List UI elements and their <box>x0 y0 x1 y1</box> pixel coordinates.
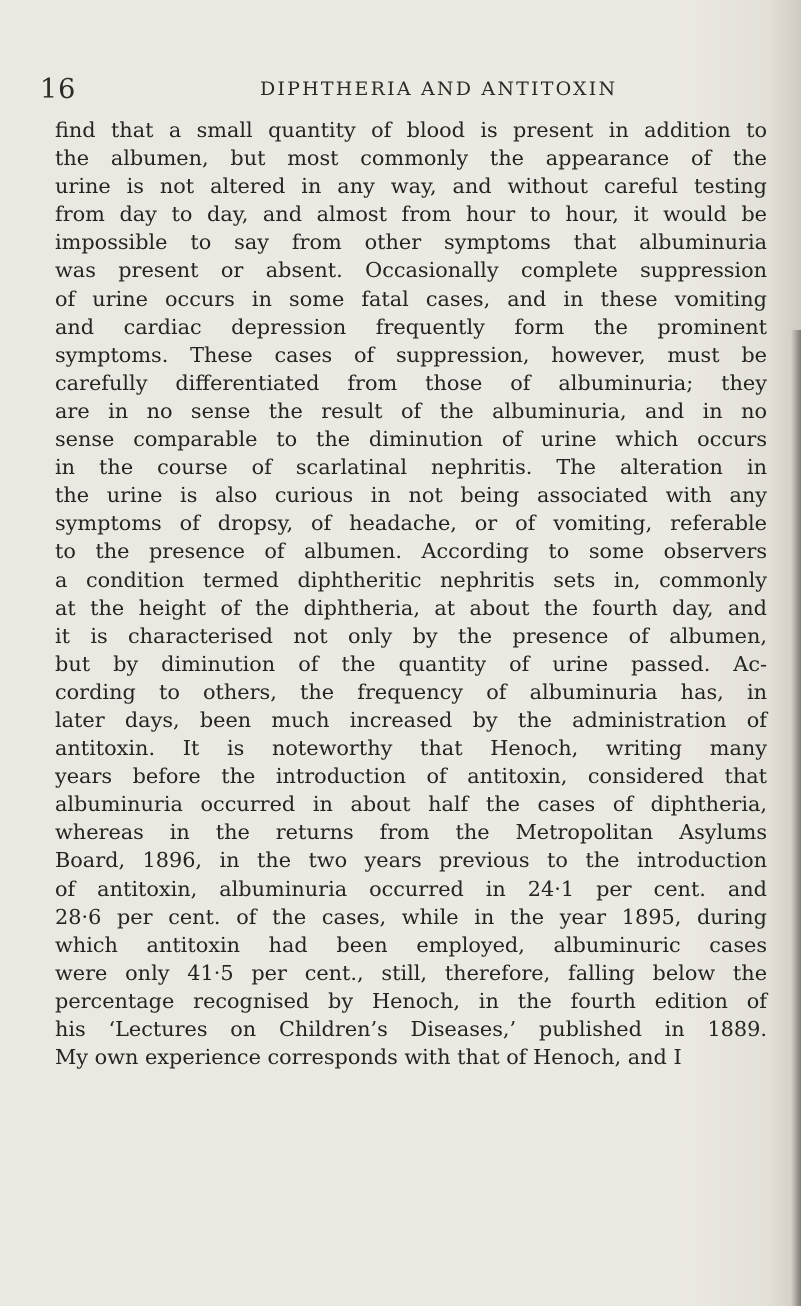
text-line: at the height of the diphtheria, at about the fourth day, and <box>55 595 767 620</box>
text-line: the albumen, but most commonly the appearance of the <box>55 146 767 171</box>
page-header <box>0 74 801 114</box>
running-head: DIPHTHERIA AND ANTITOXIN <box>260 78 618 100</box>
page-edge-shadow <box>791 330 801 1306</box>
text-line: percentage recognised by Henoch, in the fourth edition of <box>55 988 767 1013</box>
text-line: from day to day, and almost from hour to hour, it would be <box>55 202 767 227</box>
text-line: of antitoxin, albuminuria occurred in 24·1 per cent. and <box>55 876 767 901</box>
text-line: years before the introduction of antitoxin, considered that <box>55 764 767 789</box>
text-line: was present or absent. Occasionally complete suppression <box>55 258 767 283</box>
text-line: and cardiac depression frequently form the prominent <box>55 314 767 339</box>
text-line: were only 41·5 per cent., still, therefore, falling below the <box>55 960 767 985</box>
text-line: it is characterised not only by the presence of albumen, <box>55 623 767 648</box>
text-line: My own experience corresponds with that of Henoch, and I <box>55 1045 682 1070</box>
text-line: his ‘Lectures on Children’s Diseases,’ published in 1889. <box>55 1017 767 1041</box>
text-line: 28·6 per cent. of the cases, while in the year 1895, during <box>55 904 767 929</box>
text-line: symptoms. These cases of suppression, however, must be <box>55 342 767 367</box>
body-text <box>55 116 767 1071</box>
text-line: are in no sense the result of the albuminuria, and in no <box>55 398 767 423</box>
text-line: Board, 1896, in the two years previous to the introduction <box>55 848 767 873</box>
text-line: albuminuria occurred in about half the cases of diphtheria, <box>55 792 767 817</box>
text-line: of urine occurs in some fatal cases, and in these vomiting <box>55 286 767 311</box>
text-line: to the presence of albumen. According to some observers <box>55 539 767 564</box>
text-line: the urine is also curious in not being associated with any <box>55 483 767 508</box>
text-line: whereas in the returns from the Metropolitan Asylums <box>55 820 767 845</box>
text-line: cording to others, the frequency of albuminuria has, in <box>55 679 767 704</box>
text-line: later days, been much increased by the administration of <box>55 707 767 732</box>
page-number: 16 <box>40 74 77 105</box>
text-line: in the course of scarlatinal nephritis. The alteration in <box>55 455 767 480</box>
text-line: impossible to say from other symptoms that albuminuria <box>55 230 767 255</box>
text-line: carefully differentiated from those of albuminuria; they <box>55 370 767 395</box>
text-line: which antitoxin had been employed, albuminuric cases <box>55 932 767 957</box>
text-line: find that a small quantity of blood is present in addition to <box>55 118 767 142</box>
text-line: but by diminution of the quantity of urine passed. Ac- <box>55 651 767 676</box>
text-line: a condition termed diphtheritic nephritis sets in, commonly <box>55 567 767 592</box>
text-line: symptoms of dropsy, of headache, or of vomiting, referable <box>55 511 767 536</box>
text-line: urine is not altered in any way, and without careful testing <box>55 174 767 199</box>
text-line: sense comparable to the diminution of urine which occurs <box>55 427 767 452</box>
text-line: antitoxin. It is noteworthy that Henoch, writing many <box>55 736 767 761</box>
